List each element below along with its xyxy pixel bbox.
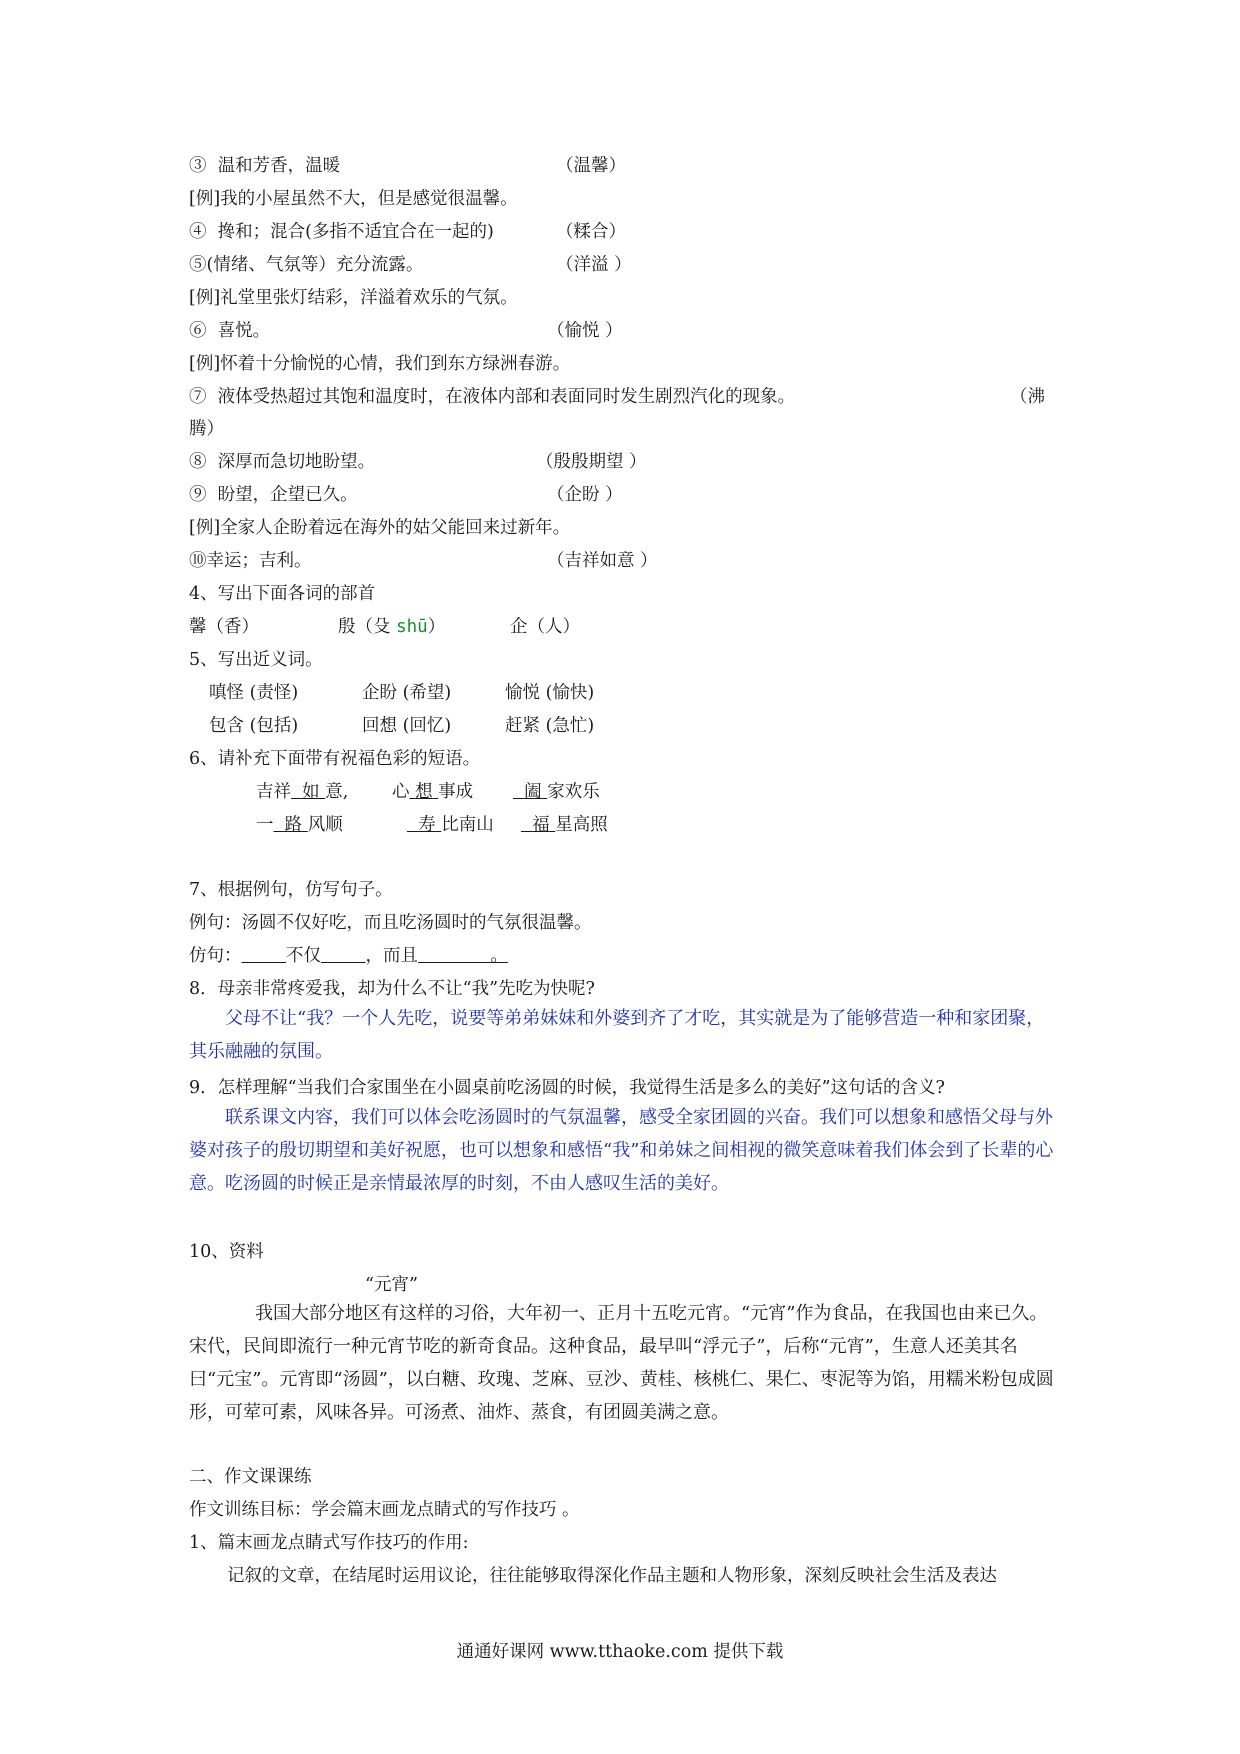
phrase-blank	[407, 815, 441, 835]
phrase-prefix: 心	[392, 782, 410, 802]
entry-definition: 搀和；混合(多指不适宜合在一起的)	[217, 222, 494, 242]
entry-5	[189, 253, 423, 277]
entry-definition: 幸运；吉利。	[206, 551, 312, 571]
phrase-prefix: 一	[256, 815, 274, 835]
phrase-blank-word: 阖	[524, 782, 542, 802]
entry-answer-continued: 腾）	[189, 419, 224, 439]
q10-body: 我国大部分地区有这样的习俗，大年初一、正月十五吃元宵。“元宵”作为食品，在我国也由来已久。宋代，民间即流行一种元宵节吃的新奇食品。这种食品，最早叫“浮元子”，后称“元宵”，生意人还美其名曰“元宝”。元宵即“汤圆”，以白糖、玫瑰、芝麻、豆沙、黄桂、核桃仁、果仁、枣泥等为馅，用糯米粉包成圆形，可荤可素，风味各异。可汤煮、油炸、蒸食，有团圆美满之意。	[189, 1303, 1054, 1423]
phrase-1	[256, 780, 348, 804]
phrase-suffix: 风顺	[307, 815, 343, 835]
entry-4	[189, 220, 494, 244]
phrase-blank	[291, 782, 325, 802]
q8-answer: 父母不让“我？一个人先吃，说要等弟弟妹妹和外婆到齐了才吃，其实就是为了能够营造一种和家团聚，其乐融融的氛围。	[189, 1008, 1045, 1062]
entry-answer: （沸	[1010, 387, 1045, 407]
phrase-suffix: 星高照	[555, 815, 608, 835]
q7-imitation	[189, 944, 508, 968]
q4-answer-3: 企（人）	[510, 617, 580, 637]
phrase-6	[521, 813, 608, 837]
phrase-blank-word: 想	[415, 782, 433, 802]
entry-answer: （企盼 ）	[547, 485, 623, 505]
phrase-blank	[410, 782, 439, 802]
entry-answer: （温馨）	[556, 156, 626, 176]
phrase-blank	[521, 815, 555, 835]
q4-title: 4、写出下面各词的部首	[189, 584, 376, 604]
entry-number: ⑨	[189, 485, 207, 505]
entry-answer: （吉祥如意 ）	[547, 551, 658, 571]
phrase-blank-word: 寿	[418, 815, 436, 835]
page-footer: 通通好课网 www.tthaoke.com 提供下载	[456, 1642, 784, 1662]
entry-3	[189, 154, 340, 178]
entry-number: ⑦	[189, 387, 207, 407]
imitation-connector: 不仅	[286, 946, 322, 966]
entry-answer: （洋溢 ）	[556, 255, 632, 275]
entry-definition: 深厚而急切地盼望。	[217, 452, 376, 472]
answer-blank	[242, 946, 287, 966]
phrase-4	[256, 813, 343, 837]
example-sentence: [例]全家人企盼着远在海外的姑父能回来过新年。	[189, 518, 571, 538]
entry-definition: 液体受热超过其饱和温度时，在液体内部和表面同时发生剧烈汽化的现象。	[217, 387, 796, 407]
section2-item1: 1、篇末画龙点睛式写作技巧的作用:	[189, 1533, 469, 1553]
q4-answer-2-radical: 殷（殳	[338, 617, 397, 637]
example-sentence: [例]我的小屋虽然不大，但是感觉很温馨。	[189, 189, 518, 209]
synonym-pair: 企盼 (希望)	[362, 683, 452, 703]
q10-title: 10、资料	[189, 1242, 264, 1262]
phrase-prefix: 吉祥	[256, 782, 291, 802]
phrase-blank-word: 如	[302, 782, 320, 802]
synonym-pair: 嗔怪 (责怪)	[209, 683, 299, 703]
q4-answer-2-close: ）	[427, 617, 446, 637]
phrase-blank	[274, 815, 308, 835]
imitation-connector: ，而且	[365, 946, 419, 966]
phrase-3	[513, 780, 600, 804]
answer-blank	[321, 946, 366, 966]
entry-number: ⑥	[189, 321, 207, 341]
synonym-pair: 包含 (包括)	[209, 716, 299, 736]
entry-number: ④	[189, 222, 207, 242]
entry-number: ⑧	[189, 452, 207, 472]
entry-number: ③	[189, 156, 207, 176]
synonym-pair: 回想 (回忆)	[362, 716, 452, 736]
entry-6	[189, 319, 270, 343]
answer-blank	[418, 946, 508, 966]
synonym-pair: 赶紧 (急忙)	[505, 716, 595, 736]
q9-question: 9．怎样理解“当我们合家围坐在小圆桌前吃汤圆的时候，我觉得生活是多么的美好”这句话的含义?	[189, 1078, 945, 1098]
imitation-label: 仿句：	[189, 946, 242, 966]
entry-number: ⑩	[189, 551, 207, 571]
q9-answer: 联系课文内容，我们可以体会吃汤圆时的气氛温馨，感受全家团圆的兴奋。我们可以想象和感悟父母与外婆对孩子的殷切期望和美好祝愿，也可以想象和感悟“我”和弟妹之间相视的微笑意味着我们体会到了长辈的心意。吃汤圆的时候正是亲情最浓厚的时刻，不由人感叹生活的美好。	[189, 1107, 1054, 1194]
phrase-suffix: 家欢乐	[547, 782, 600, 802]
phrase-suffix: 比南山	[441, 815, 494, 835]
q4-answer-2	[338, 615, 445, 639]
q4-answer-1: 馨（香）	[189, 617, 259, 637]
phrase-blank-word: 福	[532, 815, 550, 835]
q8-question: 8．母亲非常疼爱我，却为什么不让“我”先吃为快呢?	[189, 979, 595, 999]
example-sentence: [例]怀着十分愉悦的心情，我们到东方绿洲春游。	[189, 354, 571, 374]
entry-definition: 盼望，企望已久。	[217, 485, 358, 505]
q7-example: 例句：汤圆不仅好吃，而且吃汤圆时的气氛很温馨。	[189, 913, 592, 933]
phrase-blank	[513, 782, 547, 802]
entry-10	[189, 549, 312, 573]
section2-goal: 作文训练目标：学会篇末画龙点睛式的写作技巧 。	[189, 1500, 580, 1520]
section2-body: 记叙的文章，在结尾时运用议论，往往能够取得深化作品主题和人物形象，深刻反映社会生活及表达	[227, 1566, 997, 1586]
phrase-2	[392, 780, 473, 804]
entry-7	[189, 385, 795, 409]
imitation-end: 。	[490, 946, 508, 966]
example-sentence: [例]礼堂里张灯结彩，洋溢着欢乐的气氛。	[189, 288, 518, 308]
entry-definition: 温和芳香，温暖	[217, 156, 341, 176]
q7-title: 7、根据例句，仿写句子。	[189, 880, 393, 900]
q10-subtitle: “元宵”	[365, 1275, 418, 1295]
entry-definition: 喜悦。	[217, 321, 271, 341]
entry-definition: (情绪、气氛等）充分流露。	[206, 255, 424, 275]
entry-answer: （糅合）	[556, 222, 626, 242]
entry-answer: （愉悦 ）	[547, 321, 623, 341]
entry-number: ⑤	[189, 255, 207, 275]
entry-9	[189, 483, 358, 507]
section2-title: 二、作文课课练	[189, 1467, 312, 1487]
q6-title: 6、请补充下面带有祝福色彩的短语。	[189, 749, 481, 769]
entry-answer: （殷殷期望 ）	[536, 452, 647, 472]
entry-8	[189, 450, 375, 474]
synonym-pair: 愉悦 (愉快)	[505, 683, 595, 703]
q5-title: 5、写出近义词。	[189, 650, 323, 670]
phrase-suffix: 意,	[325, 782, 349, 802]
pinyin-text: shū	[396, 617, 428, 637]
phrase-blank-word: 路	[284, 815, 303, 835]
phrase-suffix: 事成	[438, 782, 474, 802]
phrase-5	[407, 813, 494, 837]
